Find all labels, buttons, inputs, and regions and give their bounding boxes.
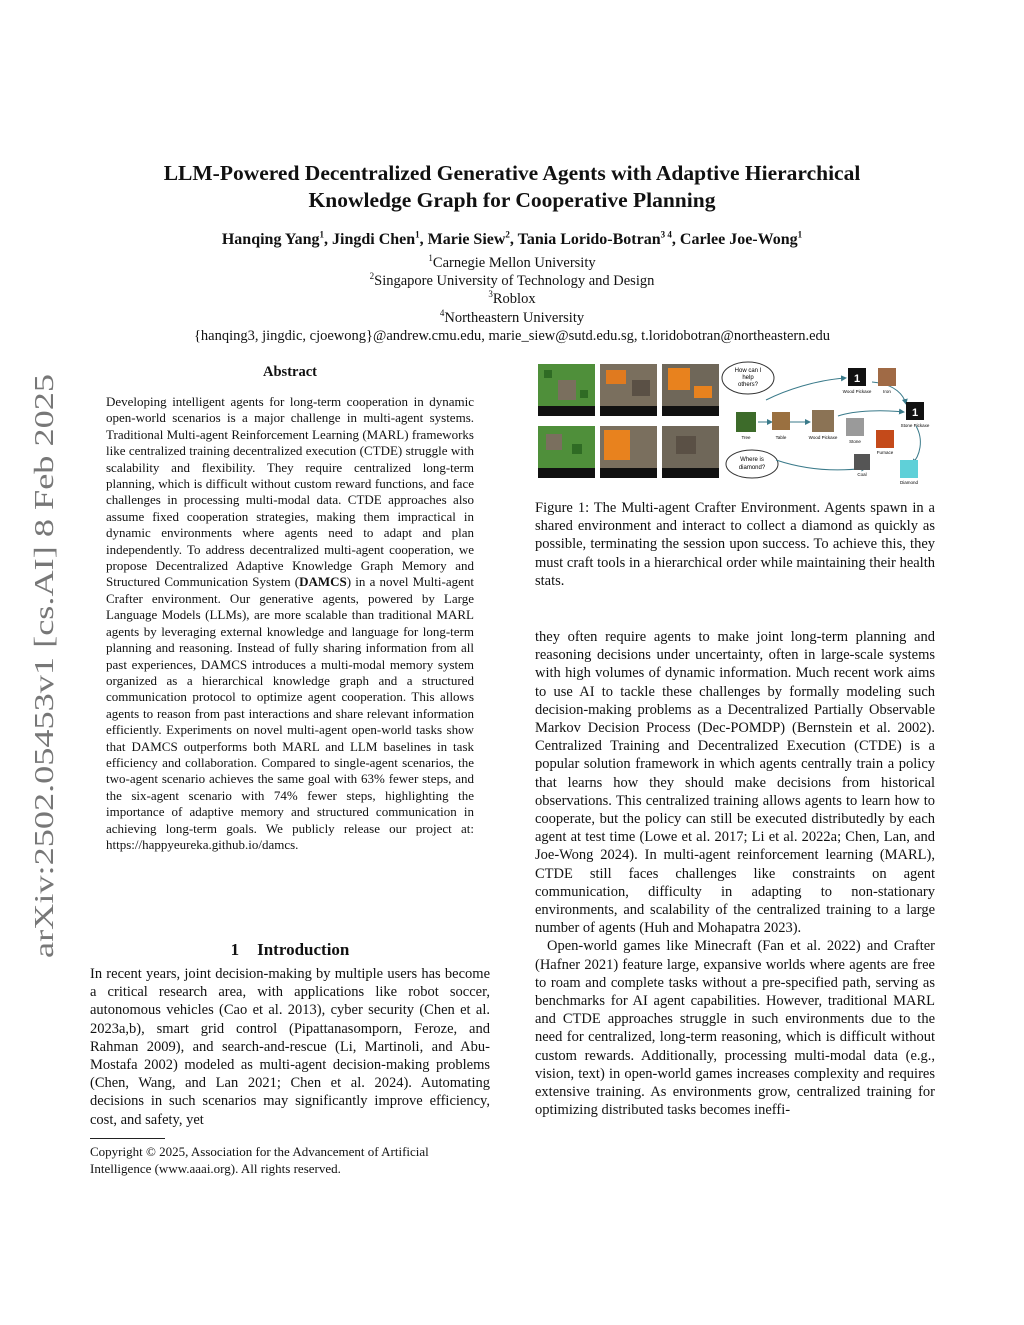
game-frame-5 [600,426,657,478]
author-name: Marie Siew [427,231,506,248]
tree-node [736,412,756,432]
stone-node [846,418,864,436]
author-list: Hanqing Yang$^1$, Jingdi Chen$^1$, Marie Siew$^2$, Tania Lorido-Botran$^{3 4}$, Carlee Joe-Wong$^1$ [221,229,803,248]
svg-text:help: help [742,375,754,381]
figure-1-caption: Figure 1: The Multi-agent Crafter Environment. Agents spawn in a shared environment and interact to collect a diamond as quickly as possible, terminating the session upon success. To achieve this, they must craft tools in a hierarchical order while maintaining their health stats. [535,500,935,589]
intro-paragraph: In recent years, joint decision-making by multiple users has become a critical research area, with applications like robot soccer, autonomous vehicles (Cao et al. 2013), cyber security (Chen et al. 2023a,b), smart grid control (Pipattanasomporn, Feroze, and Rahman 2009), and search-and-rescue (Li, Martinoli, and Abu-Mostafa 2002) modeled as multi-agent decision-making problems (Chen, Wang, and Lan 2021; Chen et al. 2024). Automating decisions in such scenarios may significantly improve efficiency, cost, and safety, yet [90,966,490,1128]
author-name: Jingdi Chen [332,231,416,248]
author-sup: 1 [319,229,325,240]
svg-text:Stone Pickaxe: Stone Pickaxe [900,423,930,428]
speech-bubble-top [722,362,774,394]
figure-1 [536,360,936,490]
svg-text:1: 1 [853,373,861,385]
intro-heading [90,940,490,960]
iron-node [878,368,896,386]
coal-node [854,454,870,470]
svg-text:Tree: Tree [741,435,751,440]
author-sup: 1 [415,229,420,240]
furnace-node [876,430,894,448]
svg-text:Iron: Iron [883,389,891,394]
svg-text:Where is: Where is [740,457,764,463]
author-name: Tania Lorido-Botran [517,231,661,248]
body-paragraph: they often require agents to make joint long-term planning and reasoning decisions under uncertainty, often in large-scale systems with high volumes of dynamic information. Much recent work aims to use AI to tackle these challenges by formally modeling such decision-making problems as a Decentralized Partially Observable Markov Decision Process (Dec-POMDP) (Bernstein et al. 2002). Centralized Training and Decentralized Execution (CTDE) is a popular solution framework in which agents centrally train a policy that learns how they should make decisions from historical observations. This centralized training allows agents to learn how to cooperate, but the policy can still be executed distributedly by each agent at test time (Lowe et al. 2017; Li et al. 2022a; Chen, Lan, and Joe-Wong 2024). In multi-agent reinforcement learning (MARL), CTDE still faces challenges like constraints on agent communication, difficulty in adapting to non-stationary environments, and scalability of the centralized training to a large number of agents (Huh and Mohapatra 2023). [535,629,935,937]
title-line-2: Knowledge Graph for Cooperative Planning [308,188,716,212]
game-frame-4 [538,426,595,478]
arxiv-id-text: arXiv:2502.05453v1 [cs.AI] 8 Feb 2025 [29,523,59,958]
paper-title [60,160,964,214]
copyright-footnote: Copyright © 2025, Association for the Advancement of Artificial Intelligence (www.aaai.org). All rights reserved. [90,1144,429,1176]
game-frame-3 [662,364,719,416]
author-name: Hanqing Yang [221,231,320,248]
author-sup: 1 [797,229,803,240]
game-frame-2 [600,364,657,416]
table-node [772,412,790,430]
svg-text:diamond?: diamond? [738,465,766,471]
figure-illustration [536,360,936,490]
diamond-node [900,460,918,478]
title-line-1: LLM-Powered Decentralized Generative Agents with Adaptive Hierarchical [163,161,861,185]
affiliation: $^4$Northeastern University [439,307,585,326]
game-frame-6 [662,426,719,478]
affiliations [60,254,964,345]
svg-text:Stone: Stone [849,439,861,444]
damcs-bold: DAMCS [299,574,347,590]
affiliation: $^2$Singapore University of Technology and Design [369,271,655,290]
svg-text:Diamond: Diamond [899,480,919,485]
section-title: Introduction [257,940,350,959]
game-frame-1 [538,364,595,416]
wood-pickaxe-node-2 [812,410,834,432]
speech-bubble-bottom [726,450,778,478]
svg-text:others?: others? [737,382,759,388]
svg-text:Table: Table [775,435,787,440]
svg-text:Coal: Coal [857,472,867,477]
section-number: 1 [230,940,240,959]
abstract-heading: Abstract [263,364,317,380]
author-sup: 3 4 [660,229,672,240]
footnote-rule [90,1138,165,1139]
affiliation: $^3$Roblox [488,289,536,308]
affiliation: $^1$Carnegie Mellon University [428,253,596,271]
svg-text:Furnace: Furnace [876,450,894,455]
svg-text:How can I: How can I [734,368,762,374]
arxiv-identifier [20,372,64,958]
svg-text:1: 1 [911,407,919,419]
svg-text:Wood Pickaxe: Wood Pickaxe [842,389,872,394]
svg-text:Wood Pickaxe: Wood Pickaxe [808,435,838,440]
abstract-body: Developing intelligent agents for long-term cooperation in dynamic open-world scenarios is a major challenge in multi-agent systems. Traditional Multi-agent Reinforcement Learning (MARL) frameworks like centralized training decentralized execution (CTDE) struggle with scalability and flexibility. They require centralized long-term planning, which is difficult without custom reward functions, and face challenges in processing multi-modal data. CTDE approaches also assume fixed cooperation strategies, making them impractical in dynamic environments where agents need to adapt and plan independently. To address decentralized multi-agent cooperation, we propose Decentralized Adaptive Knowledge Graph Memory and Structured Communication System (DAMCS) in a novel Multi-agent Crafter environment. Our generative agents, powered by Large Language Models (LLMs), are more scalable than traditional MARL agents by leveraging external knowledge and language for long-term planning and reasoning. Instead of fully sharing information from all past experiences, DAMCS introduces a multi-modal memory system organized as a hierarchical knowledge graph and a structured communication protocol to optimize agent cooperation. This allows agents to reason from past interactions and share relevant information efficiently. Experiments on novel multi-agent open-world tasks show that DAMCS outperforms both MARL and LLM baselines in task efficiency and collaboration. Compared to single-agent scenarios, the two-agent scenario achieves the same goal with 63% fewer steps, and the six-agent scenario with 74% fewer steps, highlighting the importance of adaptive memory and structured communication in achieving long-term goals. We publicly release our project at: https://happyeureka.github.io/damcs. [106,394,474,852]
body-paragraph: Open-world games like Minecraft (Fan et al. 2022) and Crafter (Hafner 2021) feature large, expansive worlds where agents are free to roam and complete tasks without a pre-specified path, serving as benchmarks for AI agent capabilities. However, traditional MARL and CTDE approaches struggle in such environments due to the need for centralized, long-term reasoning, which is difficult without custom rewards. Additionally, processing multi-modal data (e.g., vision, text) in open-world games increases complexity and requires extensive training. As environments grow, centralized training for optimizing distributed tasks becomes ineffi- [535,938,935,1119]
author-sup: 2 [505,229,510,240]
right-column-text [535,628,935,1119]
author-emails: {hanqing3, jingdic, cjoewong}@andrew.cmu.edu, marie_siew@sutd.edu.sg, t.loridobotran@northeastern.edu [193,327,831,344]
author-name: Carlee Joe-Wong [679,231,798,248]
